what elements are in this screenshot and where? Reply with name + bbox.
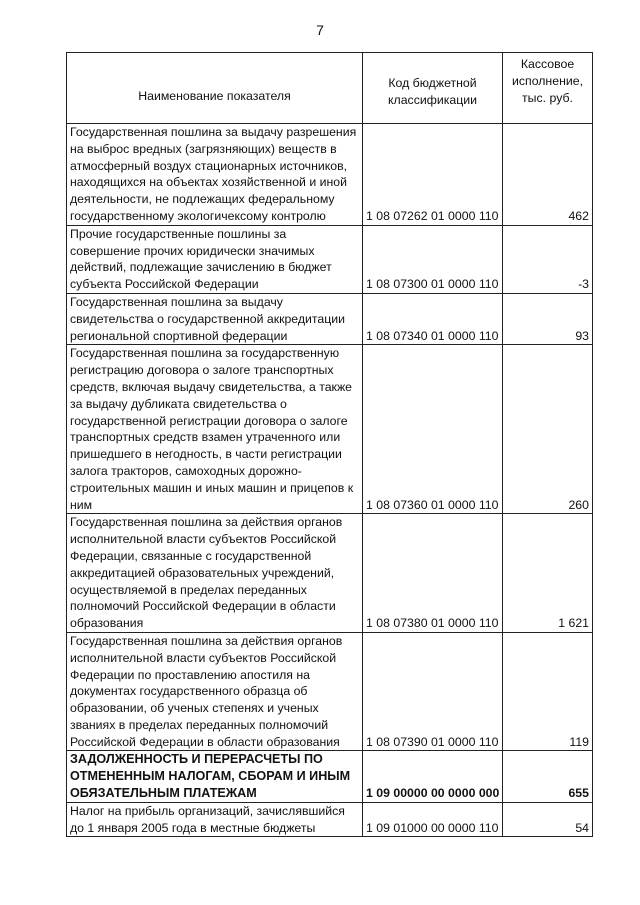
table-row xyxy=(67,293,593,344)
row-amount: 1 621 xyxy=(503,514,593,633)
row-budget-code: 1 08 07340 01 0000 110 xyxy=(363,293,503,344)
row-budget-code: 1 08 07390 01 0000 110 xyxy=(363,632,503,751)
row-amount: 260 xyxy=(503,345,593,514)
row-amount: 93 xyxy=(503,293,593,344)
row-indicator-name: Государственная пошлина за действия органов исполнительной власти субъектов Российской Федерации по проставлению апостиля на документах государственного образца об образовании, об ученых степенях и ученых званиях в пределах переданных полномочий Российской Федерации в области образования xyxy=(67,632,363,751)
row-budget-code: 1 08 07360 01 0000 110 xyxy=(363,345,503,514)
table-row-section-total xyxy=(67,751,593,802)
row-amount: 462 xyxy=(503,124,593,226)
row-amount: 655 xyxy=(503,751,593,802)
row-amount: 54 xyxy=(503,802,593,837)
row-indicator-name: Налог на прибыль организаций, зачислявшийся до 1 января 2005 года в местные бюджеты xyxy=(67,802,363,837)
row-indicator-name: Прочие государственные пошлины за совершение прочих юридически значимых действий, подлежащие зачислению в бюджет субъекта Российской Федерации xyxy=(67,225,363,293)
row-budget-code: 1 09 01000 00 0000 110 xyxy=(363,802,503,837)
row-amount: 119 xyxy=(503,632,593,751)
header-indicator-name: Наименование показателя xyxy=(67,53,363,124)
header-cash-execution: Кассовое исполнение, тыс. руб. xyxy=(503,53,593,124)
row-indicator-name: Государственная пошлина за действия органов исполнительной власти субъектов Российской Федерации, связанные с государственной аккредитацией образовательных учреждений, осуществляемой в пределах переданных полномочий Российской Федерации в области образования xyxy=(67,514,363,633)
table-row xyxy=(67,225,593,293)
table-header-row xyxy=(67,53,593,124)
header-budget-code: Код бюджетной классификации xyxy=(363,53,503,124)
table-row xyxy=(67,632,593,751)
row-budget-code: 1 08 07262 01 0000 110 xyxy=(363,124,503,226)
row-amount: -3 xyxy=(503,225,593,293)
table-row xyxy=(67,802,593,837)
row-indicator-name: Государственная пошлина за выдачу свидетельства о государственной аккредитации региональной спортивной федерации xyxy=(67,293,363,344)
table-row xyxy=(67,345,593,514)
row-indicator-name: Государственная пошлина за государственную регистрацию договора о залоге транспортных средств, включая выдачу свидетельства, а также за выдачу дубликата свидетельства о государственной регистрации договора о залоге транспортных средств взамен утраченного или пришедшего в негодность, в части регистрации залога тракторов, самоходных дорожно-строительных машин и иных машин и прицепов к ним xyxy=(67,345,363,514)
table-row xyxy=(67,124,593,226)
table-row xyxy=(67,514,593,633)
page-number: 7 xyxy=(316,22,324,38)
row-indicator-name: Государственная пошлина за выдачу разрешения на выброс вредных (загрязняющих) веществ в атмосферный воздух стационарных источников, находящихся на объектах хозяйственной и иной деятельности, не подлежащих федеральному государственному экологичексому контролю xyxy=(67,124,363,226)
row-indicator-name: ЗАДОЛЖЕННОСТЬ И ПЕРЕРАСЧЕТЫ ПО ОТМЕНЕННЫМ НАЛОГАМ, СБОРАМ И ИНЫМ ОБЯЗАТЕЛЬНЫМ ПЛАТЕЖАМ xyxy=(67,751,363,802)
budget-execution-table xyxy=(66,52,593,837)
row-budget-code: 1 08 07380 01 0000 110 xyxy=(363,514,503,633)
row-budget-code: 1 08 07300 01 0000 110 xyxy=(363,225,503,293)
row-budget-code: 1 09 00000 00 0000 000 xyxy=(363,751,503,802)
